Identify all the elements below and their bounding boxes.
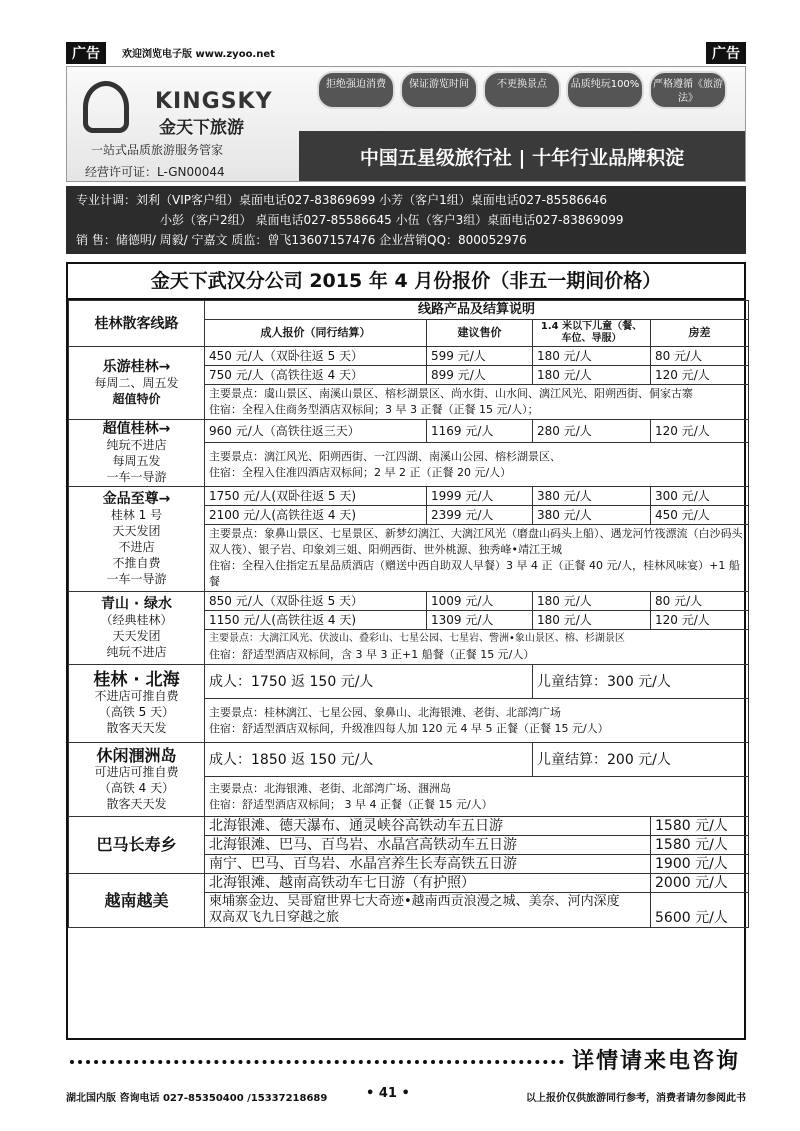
adult-price: 成人：1850 返 150 元/人 [205,743,533,777]
route-sub: 每周五发 [112,454,161,468]
slogan: 一站式品质旅游服务管家 [91,143,224,157]
accommodation: 住宿：舒适型酒店双标间； 3 早 4 正餐（正餐 15 元/人） [209,797,493,811]
ad-tag-right: 广告 [706,42,746,64]
contact-line-3: 销 售：储德明/ 周毅/ 宁嘉文 质监：曾飞13607157476 企业营销QQ：800052976 [76,233,527,247]
contact-line-1: 专业计调：刘利（VIP客户组）桌面电话027-83869699 小芳（客户1组）桌面电话027-85586646 [76,193,608,207]
route-details [205,699,749,743]
price-table-panel [66,262,746,1040]
attractions: 主要景点：大漓江风光、伏波山、叠彩山、七星公园、七星岩、訾洲•象山景区、榕、杉湖景区 [209,633,625,644]
table-row [69,347,749,366]
contact-panel [66,186,746,254]
room-diff: 120 元/人 [651,366,749,385]
col-adult-header: 成人报价（同行结算） [205,320,427,347]
child-price: 儿童结算：300 元/人 [533,665,749,699]
route-cell [69,665,205,743]
suggest-price: 1309 元/人 [427,611,533,630]
table-row [69,592,749,611]
route-details [205,385,749,420]
route-sub: 纯玩不进店 [106,438,167,452]
tour-price: 1580 元/人 [651,817,749,836]
route-name: 乐游桂林→ [102,359,171,375]
route-cell [69,347,205,420]
suggest-price: 1009 元/人 [427,592,533,611]
price-table [68,300,749,928]
route-cell [69,420,205,487]
col-route-header: 桂林散客线路 [69,301,205,347]
route-name: 桂林 · 北海 [93,669,180,690]
page-number: • 41 • [366,1086,410,1101]
attractions: 主要景点：桂林漓江、七星公园、象鼻山、北海银滩、老街、北部湾广场 [209,705,561,719]
route-sub: 不进店可推自费 [94,688,179,703]
room-diff: 120 元/人 [651,420,749,443]
badge-3: 不更换景点 [483,71,561,109]
adult-price: 750 元/人（高铁往返 4 天） [205,366,427,385]
call-banner [70,1046,740,1072]
tour-item: 南宁、巴马、百鸟岩、水晶宫养生长寿高铁五日游 [205,855,651,874]
table-row [69,817,749,836]
col-room-header: 房差 [651,320,749,347]
tour-item: 北海银滩、越南高铁动车七日游（有护照） [205,874,651,893]
route-details [205,443,749,487]
room-diff: 80 元/人 [651,592,749,611]
route-name: 越南越美 [69,874,205,928]
route-sub: （经典桂林） [100,613,173,627]
table-row [69,665,749,699]
route-details [205,525,749,592]
route-sub: （高铁 4 天） [98,780,175,795]
logo-chinese: 金天下旅游 [159,118,244,138]
adult-price: 450 元/人（双卧往返 5 天） [205,347,427,366]
route-name: 休闲涠洲岛 [96,745,177,765]
route-sub: 一车一导游 [106,572,167,586]
tour-item-line: 双高双飞九日穿越之旅 [209,910,340,925]
top-bar [66,42,746,62]
welcome-text[interactable]: 欢迎浏览电子版 www.zyoo.net [122,49,275,60]
suggest-price: 1169 元/人 [427,420,533,443]
route-sub: 不推自费 [112,556,161,570]
child-price: 儿童结算：200 元/人 [533,743,749,777]
table-row [69,487,749,506]
route-sub: 桂林 1 号 [110,508,163,522]
route-sub: 超值特价 [112,392,161,406]
room-diff: 300 元/人 [651,487,749,506]
suggest-price: 2399 元/人 [427,506,533,525]
route-sub: 每周二、周五发 [94,376,179,390]
badge-1: 拒绝强迫消费 [317,71,395,109]
attractions: 主要景点：漓江风光、阳朔西街、一江四湖、南溪山公园、榕杉湖景区、 [209,449,561,463]
accommodation: 住宿：舒适型酒店双标间，含 3 早 3 正+1 船餐（正餐 15 元/人） [209,648,535,661]
attractions: 主要景点：虞山景区、南溪山景区、榕杉湖景区、尚水街、山水间、漓江风光、阳朔西街、侗家古寨 [209,387,693,400]
suggest-price: 899 元/人 [427,366,533,385]
logo-english: KINGSKY [155,89,273,114]
adult-price: 1750 元/人(双卧往返 5 天) [205,487,427,506]
tour-item-line: 柬埔寨金边、吴哥窟世界七大奇迹•越南西贡浪漫之城、美奈、河内深度 [209,894,620,909]
suggest-price: 599 元/人 [427,347,533,366]
table-row [69,420,749,443]
ad-tag-left: 广告 [66,42,106,64]
route-details [205,777,749,817]
badge-4: 品质纯玩100% [566,71,644,109]
dotted-leader [70,1054,564,1064]
route-sub: 散客天天发 [106,720,167,735]
call-text: 详情请来电咨询 [571,1048,740,1074]
route-name: 超值桂林→ [102,421,171,437]
kingsky-logo-icon [83,81,129,133]
adult-price: 1150 元/人(高铁往返 4 天) [205,611,427,630]
page-footer [66,1086,746,1106]
tour-price: 1580 元/人 [651,836,749,855]
suggest-price: 1999 元/人 [427,487,533,506]
tour-price: 2000 元/人 [651,874,749,893]
tour-item: 北海银滩、德天瀑布、通灵峡谷高铁动车五日游 [205,817,651,836]
accommodation: 住宿：舒适型酒店双标间，升级准四每人加 120 元 4 早 5 正餐（正餐 15 元/人） [209,721,609,735]
col-child-header: 1.4 米以下儿童（餐、车位、导服） [533,320,651,347]
header-banner [66,66,746,182]
contact-line-2: 小彭（客户2组） 桌面电话027-85586645 小伍（客户3组）桌面电话027-83869099 [160,213,624,227]
badge-5: 严格遵循《旅游法》 [649,71,727,109]
footer-disclaimer: 以上报价仅供旅游同行参考，消费者请勿参阅此书 [526,1093,746,1104]
license-number: 经营许可证：L-GN00044 [85,165,225,179]
route-sub: （高铁 5 天） [98,704,175,719]
child-price: 380 元/人 [533,487,651,506]
route-cell [69,592,205,665]
footer-contact: 湖北国内版 咨询电话 027-85350400 /15337218689 [66,1093,328,1104]
room-diff: 80 元/人 [651,347,749,366]
accommodation: 住宿：全程入住指定五星品质酒店（赠送中西自助双人早餐）3 早 4 正（正餐 40 元/人，桂林风味宴）+1 船餐 [209,559,740,588]
price-table-title: 金天下武汉分公司 2015 年 4 月份报价（非五一期间价格） [68,264,744,300]
route-sub: 可进店可推自费 [94,764,179,779]
adult-price: 成人：1750 返 150 元/人 [205,665,533,699]
child-price: 280 元/人 [533,420,651,443]
route-sub: 不进店 [118,540,155,554]
route-sub: 一车一导游 [106,470,167,484]
route-sub: 散客天天发 [106,796,167,811]
route-sub: 天天发团 [112,629,161,643]
attractions: 主要景点：象鼻山景区、七星景区、新梦幻漓江、大漓江风光（磨盘山码头上船）、遇龙河竹筏漂流（白沙码头双人筏）、银子岩、印象刘三姐、阳朔西街、世外桃源、独秀峰•靖江王城 [209,527,743,556]
tour-item: 北海银滩、巴马、百鸟岩、水晶宫高铁动车五日游 [205,836,651,855]
col-suggest-header: 建议售价 [427,320,533,347]
child-price: 180 元/人 [533,366,651,385]
child-price: 180 元/人 [533,347,651,366]
badge-2: 保证游览时间 [400,71,478,109]
room-diff: 450 元/人 [651,506,749,525]
adult-price: 850 元/人（双卧往返 5 天） [205,592,427,611]
route-cell [69,743,205,817]
child-price: 180 元/人 [533,592,651,611]
table-row [69,743,749,777]
route-name: 金品至尊→ [102,491,171,507]
attractions: 主要景点：北海银滩、老街、北部湾广场、涠洲岛 [209,781,451,795]
route-name: 巴马长寿乡 [69,817,205,874]
route-cell [69,487,205,592]
room-diff: 120 元/人 [651,611,749,630]
accommodation: 住宿：全程入住商务型酒店双标间；3 早 3 正餐（正餐 15 元/人）； [209,403,539,416]
route-sub: 天天发团 [112,524,161,538]
route-sub: 纯玩不进店 [106,645,167,659]
promise-badges [317,71,727,109]
route-details [205,630,749,665]
child-price: 180 元/人 [533,611,651,630]
route-name: 青山 · 绿水 [100,596,173,612]
child-price: 380 元/人 [533,506,651,525]
adult-price: 2100 元/人(高铁往返 4 天) [205,506,427,525]
tour-price: 1900 元/人 [651,855,749,874]
accommodation: 住宿：全程入住准四酒店双标间；2 早 2 正（正餐 20 元/人） [209,465,512,479]
brand-slogan: 中国五星级旅行社 | 十年行业品牌积淀 [299,131,745,181]
adult-price: 960 元/人（高铁往返三天） [205,420,427,443]
tour-item [205,893,651,928]
col-group-header: 线路产品及结算说明 [205,301,749,320]
table-row [69,874,749,893]
tour-price: 5600 元/人 [651,893,749,928]
